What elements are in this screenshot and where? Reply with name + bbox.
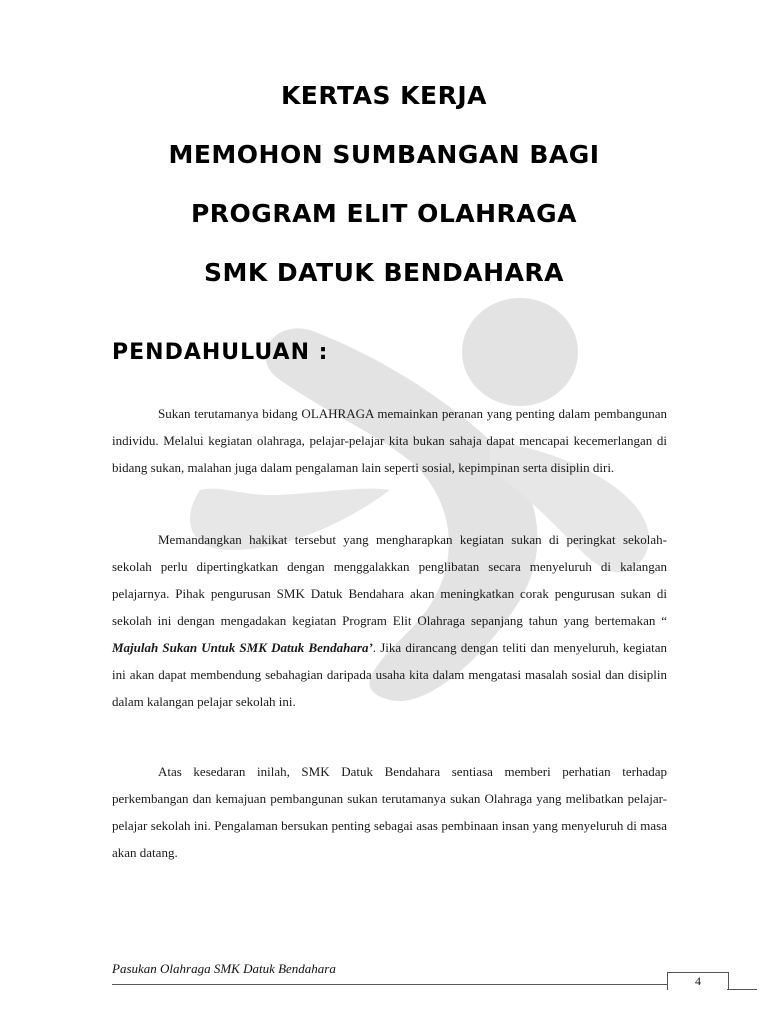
title-line-1: KERTAS KERJA	[280, 81, 488, 110]
title-line-2: MEMOHON SUMBANGAN BAGI	[168, 140, 600, 169]
footer-divider	[112, 984, 667, 985]
paragraph-2-theme: Majulah Sukan Untuk SMK Datuk Bendahara’	[112, 640, 373, 655]
title-block	[0, 66, 768, 302]
paragraph-2-outro: . Jika dirancang dengan teliti dan menyeluruh, kegiatan ini akan dapat membendung sebahagian daripada usaha kita dalam mengatasi masalah sosial dan disiplin dalam kalangan pelajar sekolah ini.	[112, 640, 667, 709]
section-heading: PENDAHULUAN :	[112, 340, 329, 365]
footer-text: Pasukan Olahraga SMK Datuk Bendahara	[112, 961, 336, 976]
paragraph-1: Sukan terutamanya bidang OLAHRAGA memainkan peranan yang penting dalam pembangunan individu. Melalui kegiatan olahraga, pelajar-pelajar kita bukan sahaja dapat mencapai kecemerlangan di bidang sukan, malahan juga dalam pengalaman lain seperti sosial, kepimpinan serta disiplin diri.	[112, 406, 667, 475]
title-line-4: SMK DATUK BENDAHARA	[203, 258, 565, 287]
page-number: 4	[667, 972, 729, 990]
page-number-divider	[727, 989, 757, 990]
paragraph-2	[112, 526, 667, 715]
paragraph-3: Atas kesedaran inilah, SMK Datuk Bendahara sentiasa memberi perhatian terhadap perkembangan dan kemajuan pembangunan sukan terutamanya sukan Olahraga yang melibatkan pelajar-pelajar sekolah ini. Pengalaman bersukan penting sebagai asas pembinaan insan yang menyeluruh di masa akan datang.	[112, 764, 667, 860]
paragraph-2-intro: Memandangkan hakikat tersebut yang mengharapkan kegiatan sukan di peringkat sekolah-sekolah perlu dipertingkatkan dengan menggalakkan penglibatan secara menyeluruh di kalangan pelajarnya. Pihak pengurusan SMK Datuk Bendahara akan meningkatkan corak pengurusan sukan di sekolah ini dengan mengadakan kegiatan Program Elit Olahraga sepanjang tahun yang bertemakan “	[112, 532, 667, 628]
title-line-3: PROGRAM ELIT OLAHRAGA	[190, 199, 577, 228]
